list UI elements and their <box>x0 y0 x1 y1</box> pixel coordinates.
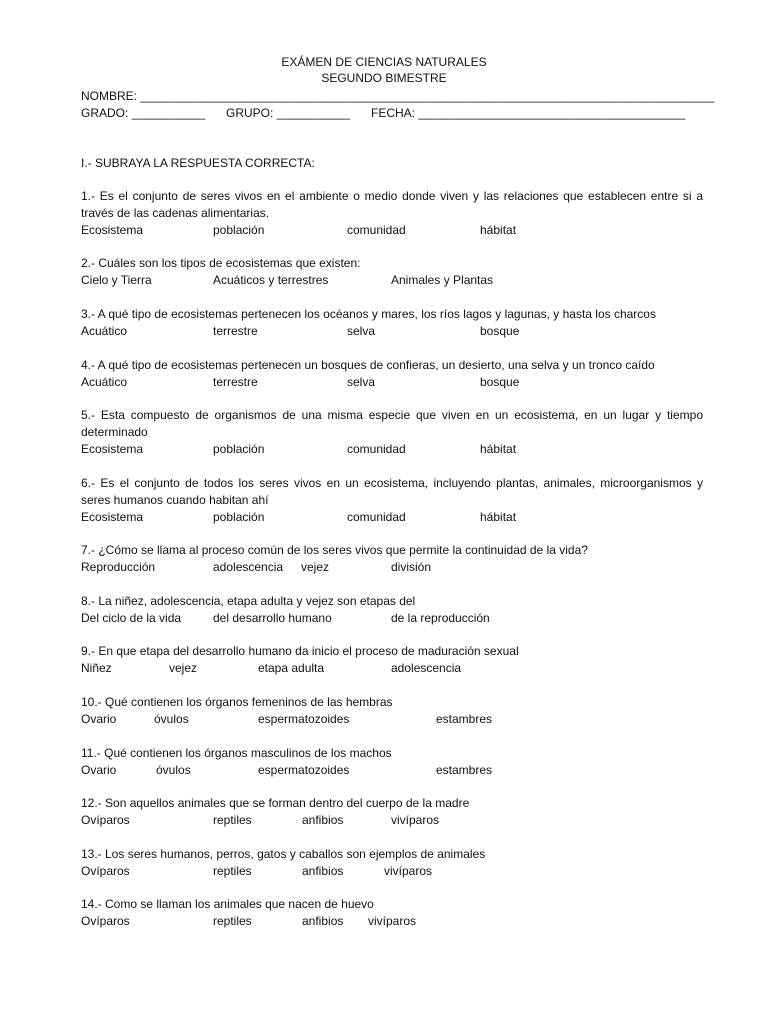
option-a[interactable]: Ecosistema <box>81 223 144 237</box>
option-b[interactable]: óvulos <box>154 712 189 726</box>
question-1 <box>81 188 703 239</box>
question-text: 12.- Son aquellos animales que se forman dentro del cuerpo de la madre <box>81 796 470 810</box>
question-text: 14.- Como se llaman los animales que nacen de huevo <box>81 897 374 911</box>
option-c[interactable]: comunidad <box>347 442 406 456</box>
answer-options <box>81 711 703 728</box>
question-text: 10.- Qué contienen los órganos femeninos de las hembras <box>81 695 393 709</box>
option-a[interactable]: Acuático <box>81 375 128 389</box>
question-text: 5.- Esta compuesto de organismos de una misma especie que viven en un ecosistema, en un lugar y tiempo determinado <box>81 408 703 439</box>
question-text: 2.- Cuáles son los tipos de ecosistemas que existen: <box>81 256 361 270</box>
question-10 <box>81 694 703 728</box>
option-c[interactable]: espermatozoides <box>258 763 350 777</box>
option-b[interactable]: reptiles <box>213 813 252 827</box>
question-text: 1.- Es el conjunto de seres vivos en el ambiente o medio donde viven y las relaciones que establecen entre si a través de las cadenas alimentarias. <box>81 189 703 220</box>
answer-options <box>81 812 703 829</box>
question-text: 11.- Qué contienen los órganos masculinos de los machos <box>81 746 392 760</box>
option-d[interactable]: bosque <box>480 324 520 338</box>
question-7 <box>81 542 703 576</box>
question-5 <box>81 407 703 458</box>
option-a[interactable]: Del ciclo de la vida <box>81 611 182 625</box>
option-b[interactable]: reptiles <box>213 864 252 878</box>
answer-options <box>81 762 703 779</box>
question-14 <box>81 896 703 930</box>
option-a[interactable]: Cielo y Tierra <box>81 273 152 287</box>
option-c[interactable]: anfibios <box>302 813 344 827</box>
option-a[interactable]: Ovíparos <box>81 864 130 878</box>
option-d[interactable]: vivíparos <box>391 813 440 827</box>
answer-options <box>81 441 703 458</box>
option-b[interactable]: terrestre <box>213 375 258 389</box>
option-b[interactable]: del desarrollo humano <box>213 611 332 625</box>
question-text: 9.- En que etapa del desarrollo humano da inicio el proceso de maduración sexual <box>81 644 519 658</box>
option-b[interactable]: población <box>213 223 265 237</box>
question-text: 8.- La niñez, adolescencia, etapa adulta y vejez son etapas del <box>81 594 416 608</box>
option-d[interactable]: estambres <box>436 712 493 726</box>
answer-options <box>81 374 703 391</box>
option-a[interactable]: Acuático <box>81 324 128 338</box>
answer-options <box>81 610 703 627</box>
question-text: 7.- ¿Cómo se llama al proceso común de los seres vivos que permite la continuidad de la vida? <box>81 543 588 557</box>
option-b[interactable]: población <box>213 442 265 456</box>
question-12 <box>81 795 703 829</box>
option-c[interactable]: selva <box>347 324 376 338</box>
name-field-line: NOMBRE: ______________________________________________________________________________________ <box>81 89 715 103</box>
option-b[interactable]: terrestre <box>213 324 258 338</box>
question-11 <box>81 745 703 779</box>
answer-options <box>81 509 703 526</box>
option-d[interactable]: adolescencia <box>391 661 462 675</box>
option-b[interactable]: adolescencia <box>213 560 284 574</box>
group-field-line: GRUPO: ___________ <box>226 106 351 120</box>
date-field-line: FECHA: ________________________________________ <box>371 106 686 120</box>
question-text: 6.- Es el conjunto de todos los seres vivos en un ecosistema, incluyendo plantas, animales, microorganismos y seres humanos cuando habitan ahí <box>81 476 703 507</box>
option-b[interactable]: vejez <box>169 661 198 675</box>
option-a[interactable]: Ovíparos <box>81 914 130 928</box>
answer-options <box>81 913 703 930</box>
answer-options <box>81 660 703 677</box>
question-9 <box>81 643 703 677</box>
option-d[interactable]: vivíparos <box>384 864 433 878</box>
option-c[interactable]: Animales y Plantas <box>391 273 494 287</box>
option-c[interactable]: etapa adulta <box>258 661 325 675</box>
option-c[interactable]: anfibios <box>302 864 344 878</box>
option-b[interactable]: población <box>213 510 265 524</box>
question-4 <box>81 357 703 391</box>
answer-options <box>81 222 703 239</box>
question-text: 4.- A qué tipo de ecosistemas pertenecen un bosques de confieras, un desierto, una selva y un tronco caído <box>81 358 655 372</box>
option-a[interactable]: Ecosistema <box>81 442 144 456</box>
answer-options <box>81 559 703 576</box>
option-a[interactable]: Ovario <box>81 712 117 726</box>
option-a[interactable]: Ovíparos <box>81 813 130 827</box>
grade-field-line: GRADO: ___________ <box>81 106 206 120</box>
question-13 <box>81 846 703 880</box>
option-c[interactable]: anfibios <box>302 914 344 928</box>
option-a[interactable]: Ecosistema <box>81 510 144 524</box>
option-c[interactable]: vejez <box>301 560 330 574</box>
option-c[interactable]: comunidad <box>347 223 406 237</box>
question-6 <box>81 475 703 526</box>
option-b[interactable]: reptiles <box>213 914 252 928</box>
option-c[interactable]: selva <box>347 375 376 389</box>
option-d[interactable]: división <box>391 560 432 574</box>
option-c[interactable]: de la reproducción <box>391 611 490 625</box>
answer-options <box>81 863 703 880</box>
question-3 <box>81 306 703 340</box>
question-text: 3.- A qué tipo de ecosistemas pertenecen los océanos y mares, los ríos lagos y lagunas, y hasta los charcos <box>81 307 656 321</box>
section-title: I.- SUBRAYA LA RESPUESTA CORRECTA: <box>81 156 315 170</box>
question-text: 13.- Los seres humanos, perros, gatos y caballos son ejemplos de animales <box>81 847 486 861</box>
option-a[interactable]: Reproducción <box>81 560 156 574</box>
option-d[interactable]: hábitat <box>480 442 517 456</box>
question-2 <box>81 255 703 289</box>
option-b[interactable]: Acuáticos y terrestres <box>213 273 329 287</box>
option-d[interactable]: bosque <box>480 375 520 389</box>
exam-title: EXÁMEN DE CIENCIAS NATURALES <box>281 55 487 69</box>
option-a[interactable]: Ovario <box>81 763 117 777</box>
option-a[interactable]: Niñez <box>81 661 112 675</box>
option-c[interactable]: espermatozoides <box>258 712 350 726</box>
option-d[interactable]: hábitat <box>480 223 517 237</box>
option-d[interactable]: vivíparos <box>368 914 417 928</box>
option-b[interactable]: óvulos <box>156 763 191 777</box>
answer-options <box>81 323 703 340</box>
question-8 <box>81 593 703 627</box>
option-d[interactable]: hábitat <box>480 510 517 524</box>
answer-options <box>81 272 703 289</box>
option-d[interactable]: estambres <box>436 763 493 777</box>
exam-subtitle: SEGUNDO BIMESTRE <box>321 71 447 85</box>
option-c[interactable]: comunidad <box>347 510 406 524</box>
